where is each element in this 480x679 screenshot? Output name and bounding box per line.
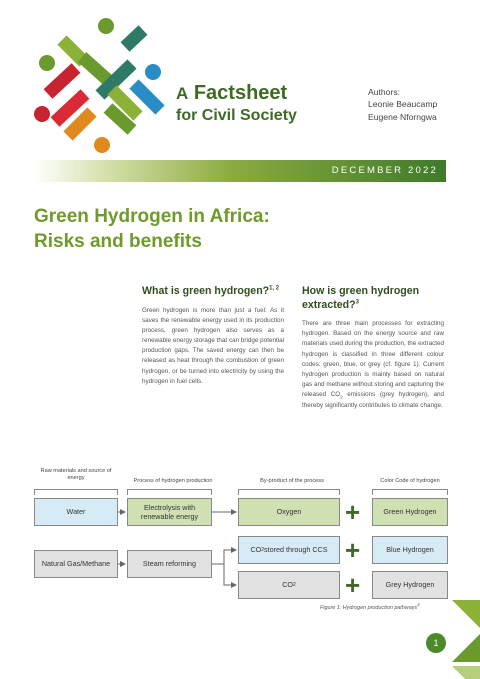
header-byproduct: By-product of the process bbox=[260, 478, 324, 484]
plus-icon: + bbox=[345, 535, 361, 565]
byproduct-oxygen-box: Oxygen bbox=[238, 498, 340, 526]
plus-icon: + bbox=[345, 570, 361, 600]
code-grey-box: Grey Hydrogen bbox=[372, 571, 448, 599]
byproduct-co2-box: CO 2 bbox=[238, 571, 340, 599]
section-body: Green hydrogen is more than just a fuel: As it saves the renewable energy used in its production process, green hydrogen also serves as a renewable energy storage that can bridge potential production gaps. The saved energy can then be released as heat through the combustion of green hydrogen, or be turned into electricity by using the hydrogen in fuel cells. bbox=[142, 306, 284, 385]
code-blue-box: Blue Hydrogen bbox=[372, 536, 448, 564]
page-title-line2: Risks and benefits bbox=[34, 231, 202, 253]
process-steam-box: Steam reforming bbox=[127, 550, 212, 578]
page-title-line1: Green Hydrogen in Africa: bbox=[34, 206, 270, 227]
plus-icon: + bbox=[345, 497, 361, 527]
header-process: Process of hydrogen production bbox=[133, 478, 213, 484]
header-raw-materials: Raw materials and source of energy bbox=[40, 468, 112, 482]
brand-a: A bbox=[176, 84, 189, 103]
date-text: DECEMBER 2022 bbox=[331, 165, 438, 176]
raw-water-box: Water bbox=[34, 498, 118, 526]
figure-caption: Figure 1: Hydrogen production pathways$^4$ bbox=[320, 602, 420, 611]
author-name: Eugene Nforngwa bbox=[368, 111, 437, 122]
process-electrolysis-box: Electrolysis with renewable energy bbox=[127, 498, 212, 526]
page-number: 1 bbox=[426, 633, 446, 653]
brand-factsheet: Factsheet bbox=[193, 82, 288, 104]
section-body: There are three main processes for extracting hydrogen. Based on the energy source and raw materials used during the production, the extracted hydrogen is classified in three different colour codes: green, blue, or grey (cf. figure 1). Current hydrogen production is mainly based on natural gas and methane without storing and capturing the released $CO_2$ emissions (grey hydrogen), and thereby significantly contributes to climate change. bbox=[302, 320, 444, 409]
code-green-box: Green Hydrogen bbox=[372, 498, 448, 526]
raw-gas-box: Natural Gas/Methane bbox=[34, 550, 118, 578]
author-name: Leonie Beaucamp bbox=[368, 99, 438, 110]
byproduct-ccs-box: CO 2 stored through CCS bbox=[238, 536, 340, 564]
section-heading: What is green hydrogen?$^{1, 2}$ bbox=[142, 285, 280, 297]
authors-label: Authors: bbox=[368, 87, 401, 97]
section-heading: How is green hydrogen extracted?$^3$ bbox=[302, 285, 420, 311]
header-color-code: Color Code of hydrogen bbox=[380, 478, 440, 484]
brand-subtitle: for Civil Society bbox=[176, 107, 297, 124]
